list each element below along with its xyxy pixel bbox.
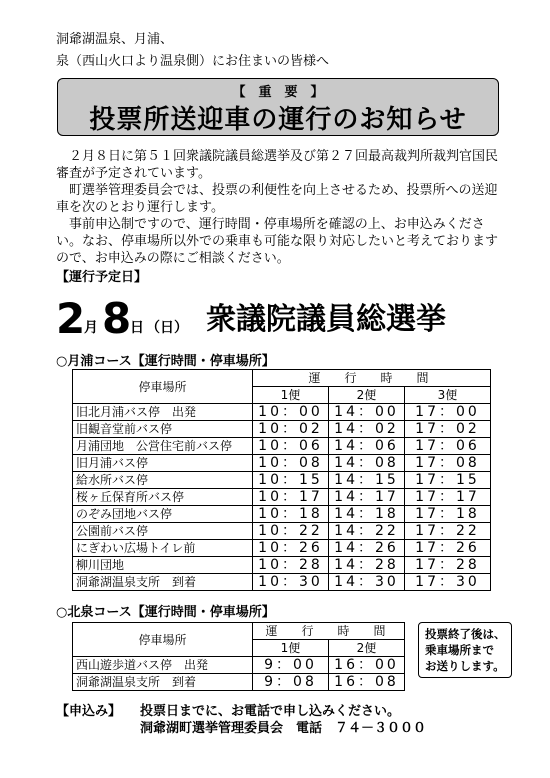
departure-time: 10：02 — [253, 421, 329, 438]
departure-time: 14：02 — [329, 421, 405, 438]
return-ride-notice — [418, 622, 512, 678]
table-row — [73, 557, 491, 574]
application-label: 【申込み】 — [56, 704, 122, 719]
kitaizumi-course-title: ○北泉コース【運行時間・停車場所】 — [56, 605, 275, 620]
departure-time: 17：00 — [405, 404, 491, 421]
departure-time: 10：30 — [253, 574, 329, 591]
departure-time: 17：28 — [405, 557, 491, 574]
departure-time: 10：15 — [253, 472, 329, 489]
contact-phone: 洞爺湖町選挙管理委員会 電話 ７４－３０００ — [140, 721, 427, 736]
departure-time: 16：00 — [329, 657, 405, 674]
departure-time: 17：26 — [405, 540, 491, 557]
bin-header: 2便 — [329, 387, 405, 404]
departure-time: 17：06 — [405, 438, 491, 455]
day-unit: 日 — [130, 320, 144, 336]
departure-time: 14：28 — [329, 557, 405, 574]
recipients-line-2: 泉（西山火口より温泉側）にお住まいの皆様へ — [56, 54, 330, 69]
table-row — [73, 472, 491, 489]
intro-paragraph-1: ２月８日に第５１回衆議院議員総選挙及び第２７回最高裁判所裁判官国民審査が予定されています。 — [56, 149, 499, 181]
departure-time: 14：18 — [329, 506, 405, 523]
table-row — [73, 421, 491, 438]
time-header: 運 行 時 間 — [253, 370, 491, 387]
stop-name: 旧月浦バス停 — [73, 455, 253, 472]
departure-time: 10：26 — [253, 540, 329, 557]
tsukiura-header-row — [73, 370, 491, 387]
intro-paragraph-2: 町選挙管理委員会では、投票の利便性を向上させるため、投票所への送迎車を次のとおり運行します。 — [56, 183, 498, 215]
election-title: 衆議院議員総選挙 — [206, 302, 446, 337]
month-unit: 月 — [84, 320, 98, 336]
table-row — [73, 404, 491, 421]
kitaizumi-schedule-table — [72, 622, 405, 691]
recipients-line-1: 洞爺湖温泉、月浦、 — [56, 32, 174, 47]
stop-name: 月浦団地 公営住宅前バス停 — [73, 438, 253, 455]
departure-time: 17：18 — [405, 506, 491, 523]
stop-name: 西山遊歩道バス停 出発 — [73, 657, 253, 674]
departure-time: 17：02 — [405, 421, 491, 438]
application-instructions: 投票日までに、お電話で申し込みください。 — [140, 704, 401, 719]
time-header: 運 行 時 間 — [253, 623, 405, 640]
departure-time: 10：22 — [253, 523, 329, 540]
departure-time: 9：08 — [253, 674, 329, 691]
departure-time: 9：00 — [253, 657, 329, 674]
departure-time: 14：08 — [329, 455, 405, 472]
stop-name: にぎわい広場トイレ前 — [73, 540, 253, 557]
stop-name: 旧北月浦バス停 出発 — [73, 404, 253, 421]
intro-text — [56, 148, 502, 267]
bin-header: 2便 — [329, 640, 405, 657]
stop-name: 旧観音堂前バス停 — [73, 421, 253, 438]
table-row — [73, 506, 491, 523]
stop-name: 洞爺湖温泉支所 到着 — [73, 574, 253, 591]
departure-time: 10：18 — [253, 506, 329, 523]
stop-name: 桜ヶ丘保育所バス停 — [73, 489, 253, 506]
election-month: 2 — [56, 294, 86, 343]
bin-header: 3便 — [405, 387, 491, 404]
page-title: 投票所送迎車の運行のお知らせ — [89, 105, 467, 135]
stop-name: 公園前バス停 — [73, 523, 253, 540]
stop-name: 給水所バス停 — [73, 472, 253, 489]
important-label: 【 重 要 】 — [232, 85, 324, 100]
stop-name: 柳川団地 — [73, 557, 253, 574]
departure-time: 17：30 — [405, 574, 491, 591]
stop-name: 洞爺湖温泉支所 到着 — [73, 674, 253, 691]
election-day: 8 — [102, 294, 132, 343]
table-row — [73, 657, 405, 674]
notice-line-2: 乗車場所まで — [425, 643, 494, 657]
table-row — [73, 489, 491, 506]
tsukiura-schedule-table — [72, 369, 491, 591]
intro-paragraph-3: 事前申込制ですので、運行時間・停車場所を確認の上、お申込みください。なお、停車場所以外での乗車も可能な限り対応したいと考えておりますので、お申込みの際にご相談ください。 — [56, 217, 499, 266]
departure-time: 14：22 — [329, 523, 405, 540]
tsukiura-course-title: ○月浦コース【運行時間・停車場所】 — [56, 354, 275, 369]
departure-time: 14：00 — [329, 404, 405, 421]
departure-time: 17：15 — [405, 472, 491, 489]
title-banner — [57, 78, 499, 136]
table-row — [73, 438, 491, 455]
kitaizumi-header-row — [73, 623, 405, 640]
departure-time: 10：28 — [253, 557, 329, 574]
table-row — [73, 574, 491, 591]
departure-time: 14：26 — [329, 540, 405, 557]
departure-time: 16：08 — [329, 674, 405, 691]
departure-time: 10：17 — [253, 489, 329, 506]
departure-time: 17：22 — [405, 523, 491, 540]
table-row — [73, 523, 491, 540]
table-row — [73, 674, 405, 691]
departure-time: 10：08 — [253, 455, 329, 472]
bin-header: 1便 — [253, 387, 329, 404]
departure-time: 14：17 — [329, 489, 405, 506]
notice-line-3: お送りします。 — [425, 659, 505, 673]
departure-time: 14：15 — [329, 472, 405, 489]
stop-header: 停車場所 — [73, 370, 253, 404]
departure-time: 14：30 — [329, 574, 405, 591]
departure-time: 10：06 — [253, 438, 329, 455]
table-row — [73, 540, 491, 557]
stop-name: のぞみ団地バス停 — [73, 506, 253, 523]
departure-time: 17：17 — [405, 489, 491, 506]
notice-line-1: 投票終了後は、 — [425, 627, 506, 641]
schedule-label: 【運行予定日】 — [56, 270, 148, 285]
table-row — [73, 455, 491, 472]
departure-time: 14：06 — [329, 438, 405, 455]
stop-header: 停車場所 — [73, 623, 253, 657]
election-weekday: （日） — [146, 320, 188, 336]
departure-time: 17：08 — [405, 455, 491, 472]
bin-header: 1便 — [253, 640, 329, 657]
departure-time: 10：00 — [253, 404, 329, 421]
